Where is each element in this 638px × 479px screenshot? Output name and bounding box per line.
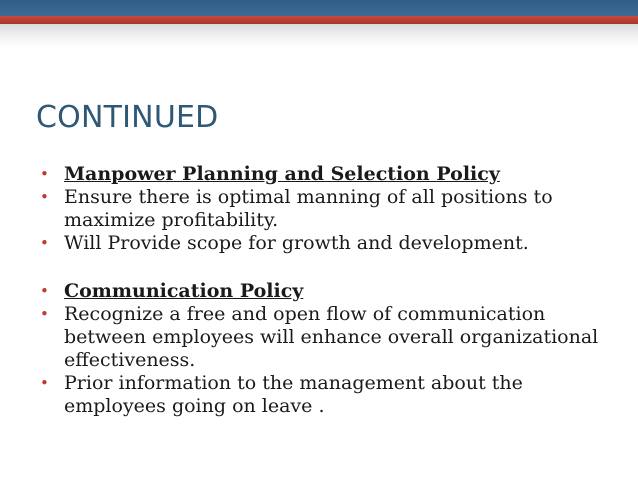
- bullet-icon: •: [40, 165, 49, 183]
- bullet-icon: •: [40, 374, 49, 392]
- list-item: [40, 303, 630, 372]
- list-item-text: Prior information to the management about the employees going on leave .: [64, 372, 523, 417]
- section-heading-communication: Communication Policy: [64, 280, 304, 302]
- list-item-text: Recognize a free and open flow of communication between employees will enhance overall organizational effectiveness.: [64, 303, 599, 371]
- list-item-text: Ensure there is optimal manning of all positions to maximize profitability.: [64, 186, 553, 231]
- section-heading-manpower: Manpower Planning and Selection Policy: [64, 163, 500, 185]
- bullet-icon: •: [40, 305, 49, 323]
- slide-body: [40, 163, 630, 418]
- list-item: [40, 163, 630, 186]
- slide-title: CONTINUED: [36, 100, 219, 135]
- list-item: [40, 280, 630, 303]
- bullet-icon: •: [40, 188, 49, 206]
- header-band-blue: [0, 0, 638, 16]
- list-item-text: Will Provide scope for growth and development.: [64, 232, 529, 254]
- header-band-shadow: [0, 24, 638, 48]
- list-item: [40, 232, 630, 255]
- list-item: [40, 186, 630, 232]
- spacer: [40, 255, 630, 280]
- bullet-icon: •: [40, 282, 49, 300]
- list-item: [40, 372, 630, 418]
- header-band-red: [0, 16, 638, 24]
- bullet-icon: •: [40, 234, 49, 252]
